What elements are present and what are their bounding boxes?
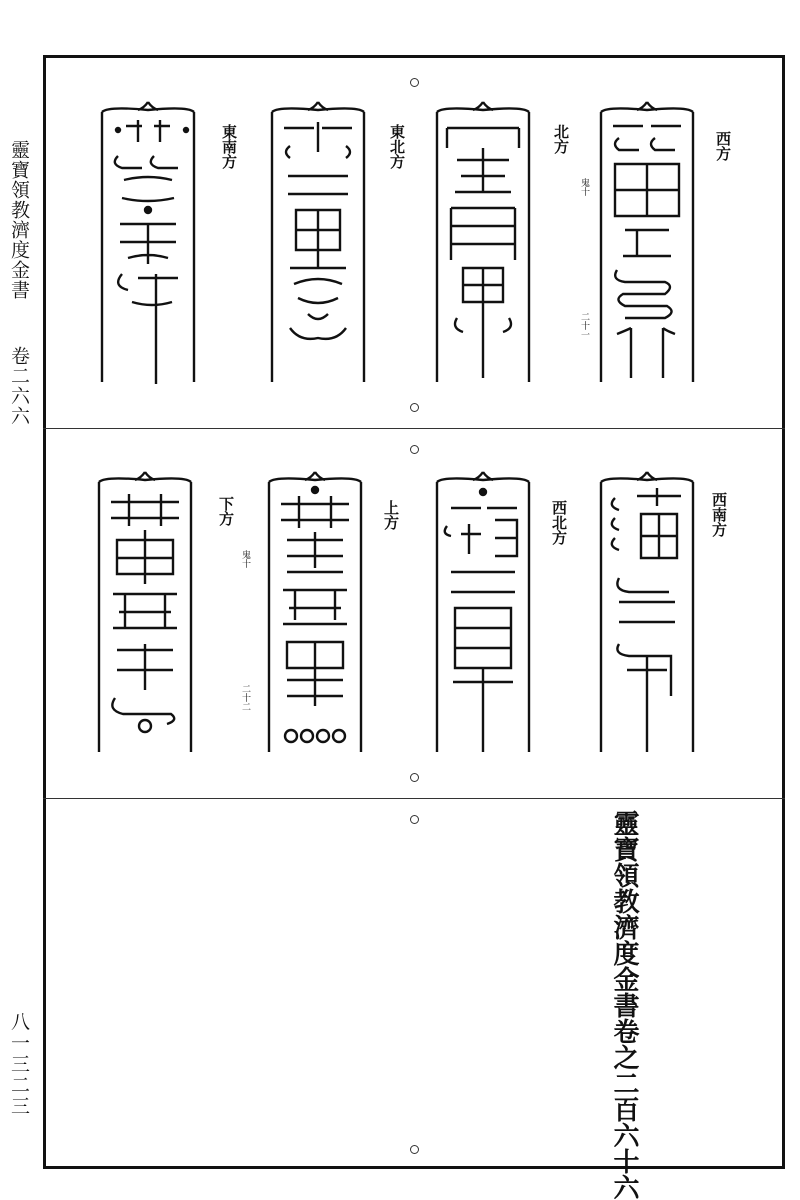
talisman-southeast — [98, 98, 198, 388]
circle-mark — [410, 403, 419, 412]
talisman-northeast — [268, 98, 368, 388]
register-divider-upper — [43, 428, 785, 429]
direction-label: 東北方 — [388, 124, 406, 169]
talisman-below — [95, 468, 195, 758]
register-divider-lower — [43, 798, 785, 799]
direction-label: 西南方 — [710, 492, 728, 537]
annotation-note: 鬼十 — [240, 550, 250, 568]
colophon-title: 靈寶領教濟度金書卷之二百六十六 — [609, 810, 639, 1200]
margin-page-number: 八一三二三 — [8, 1012, 30, 1117]
direction-label: 下方 — [217, 496, 235, 526]
circle-mark — [410, 445, 419, 454]
talisman-west — [597, 98, 697, 388]
margin-book-title — [6, 140, 33, 426]
direction-label: 北方 — [552, 124, 570, 154]
direction-label: 西北方 — [550, 500, 568, 545]
circle-mark — [410, 815, 419, 824]
direction-label: 上方 — [382, 500, 400, 530]
talisman-northwest — [433, 468, 533, 758]
circle-mark — [410, 78, 419, 87]
book-title: 靈寶領教濟度金書 — [8, 140, 30, 300]
circle-mark — [410, 1145, 419, 1154]
annotation-note: 二十二 — [240, 684, 250, 711]
annotation-note: 鬼十 — [579, 178, 589, 196]
annotation-note: 二十一 — [579, 312, 589, 339]
talisman-north — [433, 98, 533, 388]
volume-label: 卷二六六 — [8, 346, 30, 426]
talisman-above — [265, 468, 365, 758]
direction-label: 西方 — [714, 131, 732, 161]
direction-label: 東南方 — [220, 124, 238, 169]
circle-mark — [410, 773, 419, 782]
talisman-southwest — [597, 468, 697, 758]
